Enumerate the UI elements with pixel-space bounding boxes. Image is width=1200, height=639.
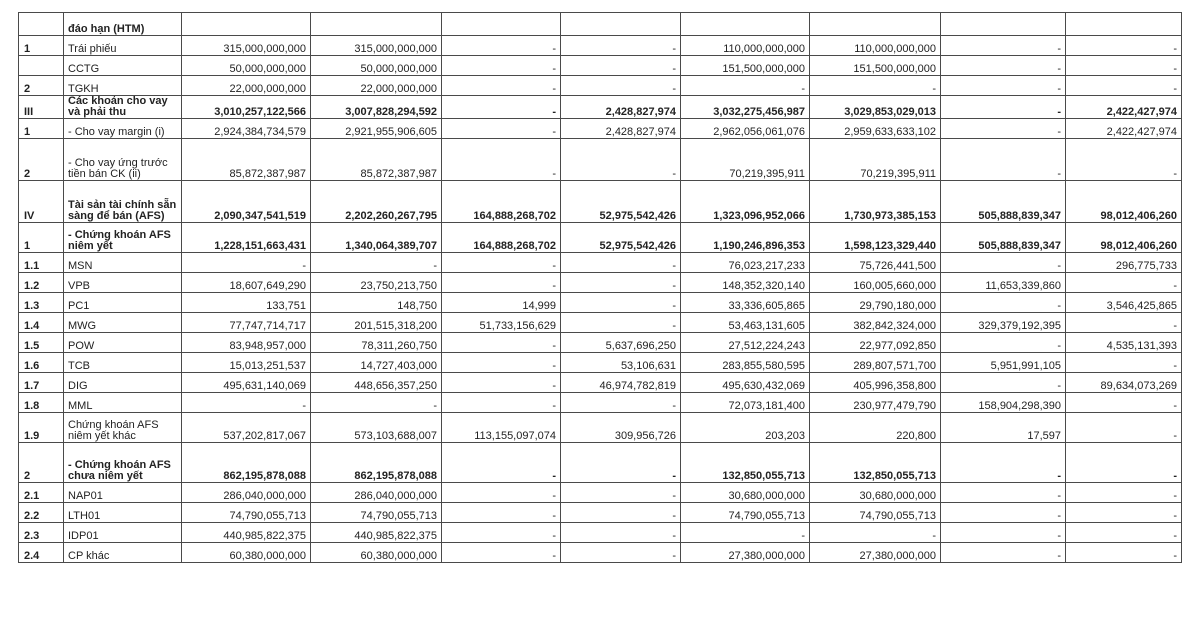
table-row	[19, 523, 1182, 543]
value-cell: 110,000,000,000	[681, 36, 810, 56]
value-cell: -	[442, 503, 561, 523]
row-label: đáo hạn (HTM)	[64, 13, 182, 36]
value-cell: 27,512,224,243	[681, 333, 810, 353]
value-cell: 158,904,298,390	[941, 393, 1066, 413]
value-cell: -	[941, 56, 1066, 76]
value-cell: -	[941, 293, 1066, 313]
row-label: POW	[64, 333, 182, 353]
value-cell: 1,340,064,389,707	[311, 223, 442, 253]
value-cell: 70,219,395,911	[681, 139, 810, 181]
value-cell: 74,790,055,713	[182, 503, 311, 523]
value-cell: 23,750,213,750	[311, 273, 442, 293]
row-index: 2.3	[19, 523, 64, 543]
table-row	[19, 139, 1182, 181]
value-cell: 29,790,180,000	[810, 293, 941, 313]
row-index: 2	[19, 139, 64, 181]
value-cell: 3,010,257,122,566	[182, 96, 311, 119]
table-row	[19, 56, 1182, 76]
value-cell: -	[1066, 76, 1182, 96]
value-cell: 148,750	[311, 293, 442, 313]
value-cell: 537,202,817,067	[182, 413, 311, 443]
row-label: CP khác	[64, 543, 182, 563]
value-cell: -	[442, 373, 561, 393]
value-cell: 151,500,000,000	[681, 56, 810, 76]
value-cell: -	[941, 543, 1066, 563]
value-cell: -	[1066, 393, 1182, 413]
value-cell: -	[442, 333, 561, 353]
row-index: 2	[19, 76, 64, 96]
row-index: 2	[19, 443, 64, 483]
value-cell: -	[311, 253, 442, 273]
value-cell: 60,380,000,000	[182, 543, 311, 563]
value-cell: 1,323,096,952,066	[681, 181, 810, 223]
value-cell: -	[941, 483, 1066, 503]
table-row	[19, 119, 1182, 139]
value-cell: 2,962,056,061,076	[681, 119, 810, 139]
row-label: TCB	[64, 353, 182, 373]
value-cell: 151,500,000,000	[810, 56, 941, 76]
row-index: 2.4	[19, 543, 64, 563]
value-cell: -	[442, 76, 561, 96]
value-cell: -	[1066, 503, 1182, 523]
row-index: 2.2	[19, 503, 64, 523]
value-cell: 5,637,696,250	[561, 333, 681, 353]
value-cell: -	[1066, 443, 1182, 483]
value-cell: 1,730,973,385,153	[810, 181, 941, 223]
value-cell: 78,311,260,750	[311, 333, 442, 353]
table-row	[19, 36, 1182, 56]
value-cell: 4,535,131,393	[1066, 333, 1182, 353]
table-row	[19, 76, 1182, 96]
row-index: III	[19, 96, 64, 119]
value-cell: -	[561, 393, 681, 413]
value-cell: 76,023,217,233	[681, 253, 810, 273]
value-cell: 315,000,000,000	[311, 36, 442, 56]
value-cell: -	[561, 293, 681, 313]
value-cell: 30,680,000,000	[810, 483, 941, 503]
row-label: MWG	[64, 313, 182, 333]
row-index	[19, 56, 64, 76]
value-cell: 164,888,268,702	[442, 223, 561, 253]
table-row	[19, 96, 1182, 119]
value-cell: -	[941, 36, 1066, 56]
value-cell: 2,422,427,974	[1066, 119, 1182, 139]
value-cell: -	[442, 443, 561, 483]
value-cell: 70,219,395,911	[810, 139, 941, 181]
table-row	[19, 543, 1182, 563]
value-cell: -	[442, 119, 561, 139]
value-cell: 110,000,000,000	[810, 36, 941, 56]
value-cell: 11,653,339,860	[941, 273, 1066, 293]
value-cell: 2,090,347,541,519	[182, 181, 311, 223]
table-row	[19, 223, 1182, 253]
table-row	[19, 273, 1182, 293]
row-label: Các khoản cho vay và phải thu	[64, 96, 182, 119]
value-cell: -	[182, 393, 311, 413]
value-cell: 2,422,427,974	[1066, 96, 1182, 119]
value-cell: -	[1066, 273, 1182, 293]
value-cell: -	[941, 523, 1066, 543]
value-cell: 17,597	[941, 413, 1066, 443]
value-cell: 309,956,726	[561, 413, 681, 443]
value-cell: 862,195,878,088	[182, 443, 311, 483]
value-cell: 27,380,000,000	[810, 543, 941, 563]
row-label: - Chứng khoán AFS niêm yết	[64, 223, 182, 253]
row-index: IV	[19, 181, 64, 223]
value-cell	[442, 13, 561, 36]
value-cell: -	[941, 139, 1066, 181]
value-cell: 286,040,000,000	[311, 483, 442, 503]
value-cell: -	[442, 393, 561, 413]
row-index: 1.6	[19, 353, 64, 373]
value-cell: 505,888,839,347	[941, 181, 1066, 223]
value-cell: 98,012,406,260	[1066, 181, 1182, 223]
value-cell: 22,000,000,000	[182, 76, 311, 96]
value-cell: 315,000,000,000	[182, 36, 311, 56]
row-index: 1	[19, 223, 64, 253]
value-cell: -	[442, 543, 561, 563]
value-cell	[941, 13, 1066, 36]
value-cell: 98,012,406,260	[1066, 223, 1182, 253]
value-cell: -	[561, 253, 681, 273]
value-cell: -	[1066, 413, 1182, 443]
value-cell: -	[561, 273, 681, 293]
value-cell: 3,032,275,456,987	[681, 96, 810, 119]
row-label: - Chứng khoán AFS chưa niêm yết	[64, 443, 182, 483]
value-cell: -	[311, 393, 442, 413]
value-cell: 1,190,246,896,353	[681, 223, 810, 253]
row-index: 1.8	[19, 393, 64, 413]
table-row	[19, 253, 1182, 273]
value-cell: 132,850,055,713	[810, 443, 941, 483]
value-cell: -	[1066, 56, 1182, 76]
value-cell: -	[561, 443, 681, 483]
value-cell: 89,634,073,269	[1066, 373, 1182, 393]
value-cell: -	[941, 253, 1066, 273]
value-cell: 405,996,358,800	[810, 373, 941, 393]
value-cell: 2,428,827,974	[561, 119, 681, 139]
row-index: 1.4	[19, 313, 64, 333]
table-row	[19, 353, 1182, 373]
value-cell: 51,733,156,629	[442, 313, 561, 333]
value-cell: -	[941, 119, 1066, 139]
value-cell: -	[182, 253, 311, 273]
value-cell: 148,352,320,140	[681, 273, 810, 293]
value-cell: -	[561, 503, 681, 523]
table-row	[19, 181, 1182, 223]
value-cell: -	[561, 139, 681, 181]
row-label: MML	[64, 393, 182, 413]
value-cell: 289,807,571,700	[810, 353, 941, 373]
value-cell: 2,428,827,974	[561, 96, 681, 119]
row-label: MSN	[64, 253, 182, 273]
row-label: PC1	[64, 293, 182, 313]
row-label: - Cho vay ứng trước tiền bán CK (ii)	[64, 139, 182, 181]
value-cell: -	[1066, 139, 1182, 181]
value-cell: 75,726,441,500	[810, 253, 941, 273]
value-cell: 33,336,605,865	[681, 293, 810, 313]
row-index: 1.3	[19, 293, 64, 313]
value-cell: 329,379,192,395	[941, 313, 1066, 333]
value-cell: -	[1066, 483, 1182, 503]
value-cell: 52,975,542,426	[561, 181, 681, 223]
value-cell: 203,203	[681, 413, 810, 443]
value-cell: 18,607,649,290	[182, 273, 311, 293]
value-cell: 133,751	[182, 293, 311, 313]
row-label: - Cho vay margin (i)	[64, 119, 182, 139]
row-label: LTH01	[64, 503, 182, 523]
table-row	[19, 313, 1182, 333]
value-cell: 50,000,000,000	[311, 56, 442, 76]
value-cell: 495,630,432,069	[681, 373, 810, 393]
value-cell: 46,974,782,819	[561, 373, 681, 393]
row-label: DIG	[64, 373, 182, 393]
table-row	[19, 393, 1182, 413]
value-cell: -	[941, 503, 1066, 523]
value-cell: -	[561, 36, 681, 56]
value-cell: 22,977,092,850	[810, 333, 941, 353]
value-cell: 862,195,878,088	[311, 443, 442, 483]
row-index: 2.1	[19, 483, 64, 503]
row-label: CCTG	[64, 56, 182, 76]
value-cell	[311, 13, 442, 36]
value-cell: -	[442, 56, 561, 76]
value-cell: -	[810, 523, 941, 543]
table-row	[19, 333, 1182, 353]
value-cell: 77,747,714,717	[182, 313, 311, 333]
value-cell: -	[1066, 543, 1182, 563]
value-cell	[561, 13, 681, 36]
value-cell: -	[442, 139, 561, 181]
value-cell: -	[810, 76, 941, 96]
value-cell	[182, 13, 311, 36]
value-cell: 15,013,251,537	[182, 353, 311, 373]
value-cell: 3,007,828,294,592	[311, 96, 442, 119]
value-cell: 440,985,822,375	[182, 523, 311, 543]
value-cell: 448,656,357,250	[311, 373, 442, 393]
value-cell: 382,842,324,000	[810, 313, 941, 333]
value-cell: -	[561, 523, 681, 543]
value-cell: 160,005,660,000	[810, 273, 941, 293]
value-cell: -	[442, 36, 561, 56]
value-cell: 74,790,055,713	[311, 503, 442, 523]
row-label: VPB	[64, 273, 182, 293]
value-cell: 1,598,123,329,440	[810, 223, 941, 253]
table-row	[19, 443, 1182, 483]
row-index	[19, 13, 64, 36]
value-cell: 27,380,000,000	[681, 543, 810, 563]
value-cell: -	[561, 483, 681, 503]
row-index: 1.7	[19, 373, 64, 393]
row-index: 1.1	[19, 253, 64, 273]
row-label: NAP01	[64, 483, 182, 503]
value-cell	[1066, 13, 1182, 36]
value-cell: -	[1066, 313, 1182, 333]
value-cell: 72,073,181,400	[681, 393, 810, 413]
value-cell: -	[1066, 353, 1182, 373]
row-label: Tài sản tài chính sẵn sàng để bán (AFS)	[64, 181, 182, 223]
value-cell: 286,040,000,000	[182, 483, 311, 503]
row-index: 1.9	[19, 413, 64, 443]
value-cell: 440,985,822,375	[311, 523, 442, 543]
value-cell: 2,921,955,906,605	[311, 119, 442, 139]
value-cell: 495,631,140,069	[182, 373, 311, 393]
value-cell: -	[941, 76, 1066, 96]
value-cell: -	[1066, 36, 1182, 56]
row-index: 1	[19, 36, 64, 56]
value-cell: -	[681, 76, 810, 96]
value-cell: -	[442, 523, 561, 543]
value-cell: 52,975,542,426	[561, 223, 681, 253]
value-cell: 132,850,055,713	[681, 443, 810, 483]
value-cell: -	[941, 96, 1066, 119]
value-cell: 230,977,479,790	[810, 393, 941, 413]
value-cell: -	[941, 373, 1066, 393]
value-cell: 283,855,580,595	[681, 353, 810, 373]
value-cell: 14,727,403,000	[311, 353, 442, 373]
value-cell: 14,999	[442, 293, 561, 313]
value-cell: 83,948,957,000	[182, 333, 311, 353]
table-row	[19, 293, 1182, 313]
table-row	[19, 13, 1182, 36]
value-cell: 74,790,055,713	[681, 503, 810, 523]
row-label: Trái phiếu	[64, 36, 182, 56]
value-cell: 60,380,000,000	[311, 543, 442, 563]
value-cell: 2,202,260,267,795	[311, 181, 442, 223]
row-index: 1.2	[19, 273, 64, 293]
value-cell: 50,000,000,000	[182, 56, 311, 76]
table-row	[19, 413, 1182, 443]
value-cell: 113,155,097,074	[442, 413, 561, 443]
value-cell: 22,000,000,000	[311, 76, 442, 96]
value-cell: -	[442, 353, 561, 373]
value-cell: 201,515,318,200	[311, 313, 442, 333]
value-cell: 85,872,387,987	[182, 139, 311, 181]
value-cell: -	[941, 333, 1066, 353]
value-cell: 296,775,733	[1066, 253, 1182, 273]
value-cell: 2,924,384,734,579	[182, 119, 311, 139]
value-cell: -	[1066, 523, 1182, 543]
row-label: TGKH	[64, 76, 182, 96]
row-label: Chứng khoán AFS niêm yết khác	[64, 413, 182, 443]
value-cell: 74,790,055,713	[810, 503, 941, 523]
table-body	[19, 13, 1182, 563]
value-cell: -	[442, 96, 561, 119]
value-cell: 53,463,131,605	[681, 313, 810, 333]
value-cell: -	[561, 543, 681, 563]
value-cell: -	[681, 523, 810, 543]
table-row	[19, 373, 1182, 393]
value-cell: -	[561, 313, 681, 333]
value-cell: -	[561, 76, 681, 96]
row-index: 1	[19, 119, 64, 139]
value-cell: 2,959,633,633,102	[810, 119, 941, 139]
table-row	[19, 483, 1182, 503]
value-cell: 164,888,268,702	[442, 181, 561, 223]
value-cell: -	[941, 443, 1066, 483]
value-cell: 220,800	[810, 413, 941, 443]
value-cell	[810, 13, 941, 36]
value-cell: -	[442, 273, 561, 293]
value-cell: 30,680,000,000	[681, 483, 810, 503]
value-cell: -	[561, 56, 681, 76]
value-cell: 53,106,631	[561, 353, 681, 373]
value-cell: 505,888,839,347	[941, 223, 1066, 253]
row-label: IDP01	[64, 523, 182, 543]
value-cell: 1,228,151,663,431	[182, 223, 311, 253]
value-cell: -	[442, 483, 561, 503]
table-row	[19, 503, 1182, 523]
financial-table	[18, 12, 1182, 563]
value-cell: 3,029,853,029,013	[810, 96, 941, 119]
row-index: 1.5	[19, 333, 64, 353]
value-cell	[681, 13, 810, 36]
value-cell: -	[442, 253, 561, 273]
value-cell: 5,951,991,105	[941, 353, 1066, 373]
value-cell: 3,546,425,865	[1066, 293, 1182, 313]
value-cell: 573,103,688,007	[311, 413, 442, 443]
value-cell: 85,872,387,987	[311, 139, 442, 181]
